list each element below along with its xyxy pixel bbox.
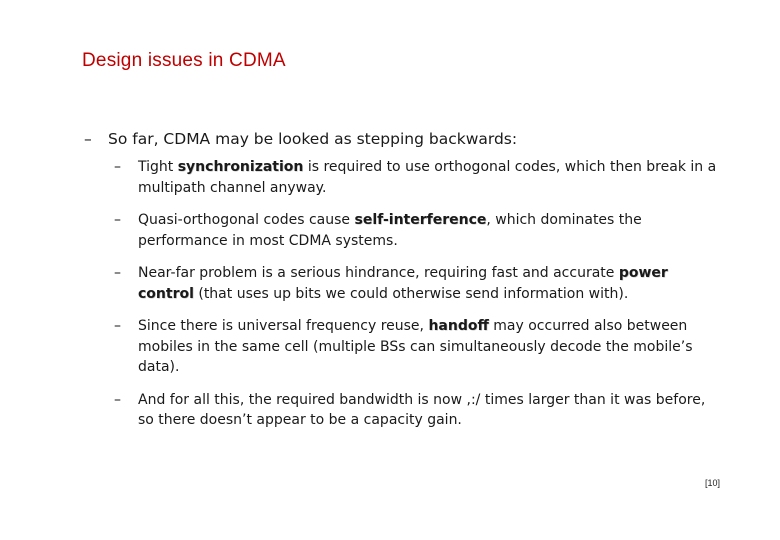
text-segment: is required to use orthogonal codes, which then break in a multipath channel anyway. <box>138 159 717 196</box>
sub-bullet-marker: – <box>114 265 121 281</box>
text-segment: Tight <box>138 159 178 175</box>
sub-bullet-self-interference <box>114 210 724 251</box>
emphasized-term: synchronization <box>177 159 304 175</box>
sub-bullet-handoff <box>114 316 724 378</box>
page-number: [10] <box>704 478 720 488</box>
text-segment: Since there is universal frequency reuse, <box>138 318 429 334</box>
slide-title: Design issues in CDMA <box>82 50 286 71</box>
text-segment: times larger than it was before, so there doesn’t appear to be a capacity gain. <box>138 391 706 428</box>
missing-glyph-symbol: ,:/ <box>466 391 481 408</box>
sub-bullet-power-control <box>114 263 724 304</box>
sub-bullet-text <box>138 210 724 251</box>
text-segment: Quasi-orthogonal codes cause <box>138 212 355 228</box>
emphasized-term: self-interference <box>354 212 487 228</box>
text-segment: , which dominates the performance in most CDMA systems. <box>138 212 642 249</box>
sub-bullet-text <box>138 157 724 198</box>
sub-bullet-text <box>138 390 724 431</box>
sub-bullet-marker: – <box>114 159 121 175</box>
sub-bullet-text <box>138 263 724 304</box>
sub-bullet-marker: – <box>114 212 121 228</box>
text-segment: And for all this, the required bandwidth is now <box>138 391 467 408</box>
sub-bullet-marker: – <box>114 391 121 408</box>
sub-bullet-marker: – <box>114 318 121 334</box>
sub-bullet-synchronization <box>114 157 724 198</box>
main-bullet-marker: – <box>84 130 92 148</box>
text-segment: Near-far problem is a serious hindrance, requiring fast and accurate <box>138 265 619 281</box>
emphasized-term: handoff <box>428 318 489 334</box>
sub-bullet-bandwidth <box>114 390 724 431</box>
text-segment: (that uses up bits we could otherwise send information with). <box>193 285 629 302</box>
main-bullet <box>84 128 724 150</box>
text-segment: may occurred also between mobiles in the same cell (multiple BSs can simultaneously decode the mobile’s data). <box>138 318 693 375</box>
emphasized-term: power control <box>138 265 668 302</box>
sub-bullet-list <box>84 157 724 431</box>
sub-bullet-text <box>138 316 724 378</box>
slide-body <box>84 128 724 443</box>
main-bullet-text: So far, CDMA may be looked as stepping backwards: <box>108 130 518 148</box>
